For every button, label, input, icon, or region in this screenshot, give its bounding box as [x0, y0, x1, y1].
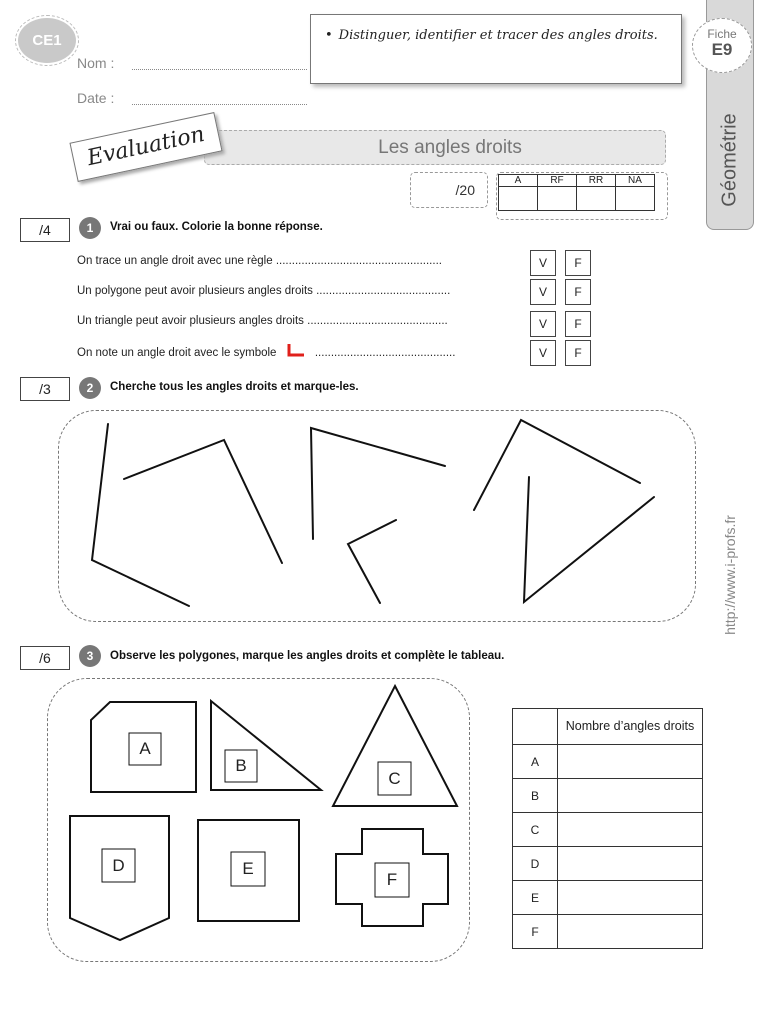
table-row: [513, 915, 703, 949]
q1-s3-false-box[interactable]: F: [565, 311, 591, 337]
q1-number: 1: [79, 217, 101, 239]
q1-s1-false-box[interactable]: F: [565, 250, 591, 276]
name-label: Nom :: [77, 55, 115, 71]
q1-statement-3: Un triangle peut avoir plusieurs angles droits ............................................: [77, 315, 448, 327]
q1-statement-4-dots: ............................................: [314, 347, 456, 359]
table-row-label: F: [513, 915, 558, 949]
polygon-label-f: F: [386, 870, 398, 889]
q1-s3-true-box[interactable]: V: [530, 311, 556, 337]
page-title: Les angles droits: [378, 137, 522, 158]
q1-statement-4-text: On note un angle droit avec le symbole: [77, 347, 277, 359]
q2-title: Cherche tous les angles droits et marque-les.: [110, 381, 359, 393]
date-label: Date :: [77, 90, 115, 106]
q2-number: 2: [79, 377, 101, 399]
q1-statement-2: Un polygone peut avoir plusieurs angles droits ..........................................: [77, 285, 451, 297]
bullet-icon: •: [325, 28, 333, 43]
q1-s4-false-box[interactable]: F: [565, 340, 591, 366]
table-answer-cell[interactable]: [558, 847, 703, 881]
table-answer-cell[interactable]: [558, 779, 703, 813]
table-row-label: D: [513, 847, 558, 881]
q1-score-box[interactable]: /4: [20, 218, 70, 242]
table-corner-cell: [513, 709, 558, 745]
table-header: Nombre d’angles droits: [558, 709, 703, 745]
table-row-label: B: [513, 779, 558, 813]
table-answer-cell[interactable]: [558, 881, 703, 915]
q1-s1-true-box[interactable]: V: [530, 250, 556, 276]
grid-header-rf: RF: [538, 175, 577, 187]
right-angles-table: [512, 708, 703, 949]
table-answer-cell[interactable]: [558, 745, 703, 779]
q1-s4-true-box[interactable]: V: [530, 340, 556, 366]
polygon-label-b: B: [235, 756, 247, 775]
side-url: http://www.i-profs.fr: [722, 515, 738, 635]
evaluation-card: Evaluation: [69, 112, 222, 182]
polygon-label-e: E: [242, 859, 254, 878]
table-answer-cell[interactable]: [558, 915, 703, 949]
grid-header-na: NA: [616, 175, 655, 187]
total-score-box[interactable]: /20: [410, 172, 488, 208]
table-row: [513, 813, 703, 847]
polygon-label-c: C: [388, 769, 401, 788]
objective-text: Distinguer, identifier et tracer des angles droits.: [338, 28, 658, 43]
q3-number: 3: [79, 645, 101, 667]
q3-title: Observe les polygones, marque les angles droits et complète le tableau.: [110, 650, 505, 662]
polygon-label-d: D: [112, 856, 125, 875]
table-row-label: C: [513, 813, 558, 847]
q1-s2-true-box[interactable]: V: [530, 279, 556, 305]
table-row: [513, 779, 703, 813]
table-answer-cell[interactable]: [558, 813, 703, 847]
q1-statement-1: On trace un angle droit avec une règle ....................................................: [77, 255, 442, 267]
table-row: [513, 881, 703, 915]
fiche-code: E9: [711, 39, 733, 59]
level-text: CE1: [32, 32, 62, 49]
table-row-label: A: [513, 745, 558, 779]
q1-title: Vrai ou faux. Colorie la bonne réponse.: [110, 221, 323, 233]
polygon-label-a: A: [139, 739, 151, 758]
table-row: [513, 745, 703, 779]
q1-s2-false-box[interactable]: F: [565, 279, 591, 305]
table-row: [513, 847, 703, 881]
grid-header-a: A: [499, 175, 538, 187]
grid-header-rr: RR: [577, 175, 616, 187]
q3-score-box[interactable]: /6: [20, 646, 70, 670]
q2-score-box[interactable]: /3: [20, 377, 70, 401]
fiche-label: Fiche: [707, 27, 737, 41]
subject-label: Géométrie: [718, 113, 741, 207]
table-row-label: E: [513, 881, 558, 915]
